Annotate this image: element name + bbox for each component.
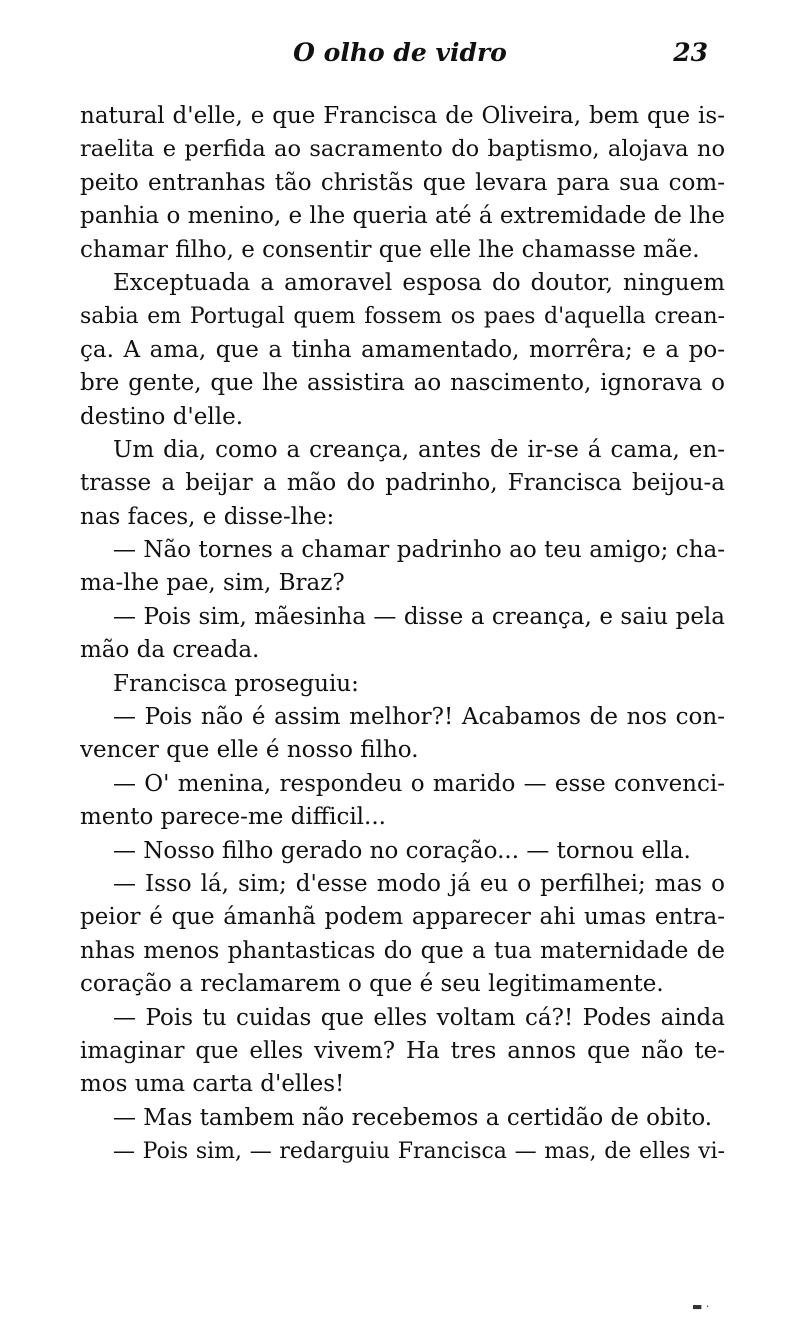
page-number: 23 (673, 38, 708, 67)
text-line: panhia o menino, e lhe queria até á extremidade de lhe (80, 203, 725, 230)
text-line: mos uma carta d'elles! (80, 1071, 345, 1098)
scan-mark: ▬ · (692, 1300, 710, 1313)
text-line: — Pois sim, — redarguiu Francisca — mas, de elles vi- (113, 1139, 725, 1165)
text-line: bre gente, que lhe assistira ao nascimento, ignorava o (80, 370, 725, 397)
text-line: mento parece-me difficil... (80, 804, 386, 831)
text-line: — Pois tu cuidas que elles voltam cá?! Podes ainda (113, 1004, 725, 1031)
running-title: O olho de vidro (293, 38, 507, 67)
text-line: Francisca proseguiu: (113, 670, 359, 697)
text-line: — Pois sim, mãesinha — disse a creança, e saiu pela (113, 603, 725, 630)
text-line: — Pois não é assim melhor?! Acabamos de nos con- (113, 704, 725, 731)
body-text (80, 100, 725, 1169)
text-line: — O' menina, respondeu o marido — esse convenci- (113, 770, 725, 797)
text-line: ma-lhe pae, sim, Braz? (80, 570, 345, 597)
text-line: nhas menos phantasticas do que a tua maternidade de (80, 937, 725, 964)
text-line: imaginar que elles vivem? Ha tres annos que não te- (80, 1037, 725, 1064)
text-line: — Isso lá, sim; d'esse modo já eu o perfilhei; mas o (113, 870, 725, 897)
text-line: chamar filho, e consentir que elle lhe chamasse mãe. (80, 236, 700, 263)
text-line: nas faces, e disse-lhe: (80, 503, 335, 530)
text-line: natural d'elle, e que Francisca de Oliveira, bem que is- (80, 103, 725, 129)
text-line: ça. A ama, que a tinha amamentado, morrêra; e a po- (80, 336, 725, 363)
text-line: — Nosso filho gerado no coração... — tornou ella. (113, 837, 691, 864)
text-line: trasse a beijar a mão do padrinho, Francisca beijou-a (80, 470, 725, 497)
text-line: destino d'elle. (80, 403, 243, 430)
page-header (0, 38, 800, 78)
text-line: peito entranhas tão christãs que levara para sua com- (80, 169, 725, 196)
text-line: Um dia, como a creança, antes de ir-se á cama, en- (113, 436, 725, 463)
text-line: raelita e perfida ao sacramento do baptismo, alojava no (80, 136, 725, 163)
text-line: peior é que ámanhã podem apparecer ahi umas entra- (80, 904, 725, 931)
text-line: vencer que elle é nosso filho. (80, 737, 419, 764)
text-line: Exceptuada a amoravel esposa do doutor, ninguem (113, 269, 725, 296)
text-line: sabia em Portugal quem fossem os paes d'aquella crean- (80, 304, 725, 330)
text-line: coração a reclamarem o que é seu legitimamente. (80, 971, 664, 998)
text-line: — Mas tambem não recebemos a certidão de obito. (113, 1104, 713, 1131)
text-line: mão da creada. (80, 637, 260, 664)
text-line: — Não tornes a chamar padrinho ao teu amigo; cha- (113, 537, 725, 564)
